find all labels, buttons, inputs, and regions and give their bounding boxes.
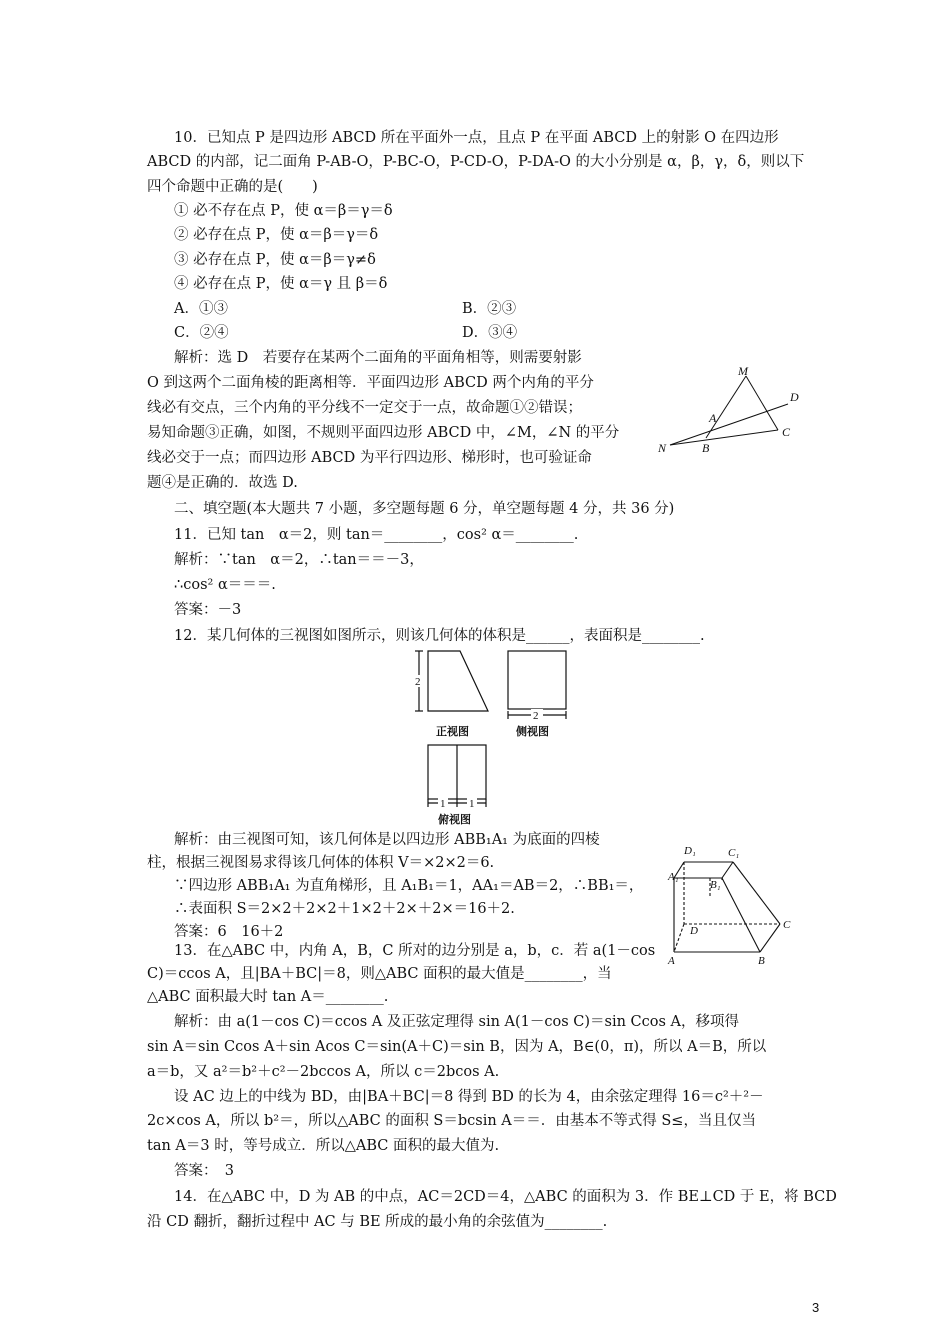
- top-dim-value-a: 1: [440, 798, 446, 810]
- q10-line1: 10．已知点 P 是四边形 ABCD 所在平面外一点，且点 P 在平面 ABCD 上的射影 O 在四边形: [174, 130, 779, 146]
- label-C1: C₁: [728, 847, 740, 859]
- q13-solution-line3: a＝b，又 a²＝b²＋c²－2bccos A，所以 c＝2bcos A.: [147, 1064, 500, 1080]
- side-view-label: 侧视图: [516, 726, 549, 738]
- q10-solution-line1: 解析：选 D 若要存在某两个二面角的平面角相等，则需要射影: [174, 350, 582, 366]
- q10-solution-line2: O 到这两个二面角棱的距离相等．平面四边形 ABCD 两个内角的平分: [147, 375, 594, 391]
- q13-solution-line1: 解析：由 a(1－cos C)＝ccos A 及正弦定理得 sin A(1－cos C)＝sin Ccos A，移项得: [174, 1014, 740, 1030]
- q13-solution-line2: sin A＝sin Ccos A＋sin Acos C＝sin(A＋C)＝sin B，因为 A，B∈(0，π)，所以 A＝B，所以: [147, 1039, 767, 1055]
- q10-line3: 四个命题中正确的是( ): [147, 179, 318, 195]
- three-view-figure: [410, 645, 580, 825]
- label-A: A: [709, 411, 717, 425]
- q11-answer: 答案：－3: [174, 602, 242, 618]
- label-C: C: [783, 919, 791, 931]
- q12-line1: 12．某几何体的三视图如图所示，则该几何体的体积是______，表面积是________.: [174, 628, 705, 644]
- q12-solution-line4: ∴表面积 S＝2×2＋2×2＋1×2＋2×＋2×＝16＋2.: [174, 901, 515, 917]
- q10-choice-a: A．①③: [174, 301, 228, 317]
- q13-line3: △ABC 面积最大时 tan A＝________.: [147, 989, 389, 1005]
- q10-line2: ABCD 的内部，记二面角 P-AB-O，P-BC-O，P-CD-O，P-DA-O 的大小分别是 α，β，γ，δ，则以下: [147, 154, 805, 170]
- line-N-C: [670, 430, 778, 445]
- section-heading: 二、填空题(本大题共 7 小题，多空题每题 6 分，单空题每题 4 分，共 36 分): [174, 501, 675, 517]
- q13-line1: 13．在△ABC 中，内角 A，B，C 所对的边分别是 a，b，c．若 a(1－cos: [174, 943, 656, 959]
- q10-choice-d: D．③④: [462, 325, 518, 341]
- q14-line1: 14．在△ABC 中，D 为 AB 的中点，AC＝2CD＝4，△ABC 的面积为 3．作 BE⊥CD 于 E，将 BCD: [174, 1189, 837, 1205]
- label-D1: D₁: [684, 845, 696, 857]
- page-number: 3: [812, 1300, 820, 1315]
- q11-line1: 11．已知 tan α＝2，则 tan＝________，cos² α＝________.: [174, 527, 579, 543]
- q11-line3: ∴cos² α＝＝＝.: [174, 577, 276, 593]
- line-M-B: [706, 376, 746, 438]
- label-B: B: [702, 441, 710, 455]
- q12-solution-line2: 柱，根据三视图易求得该几何体的体积 V＝×2×2＝6.: [147, 855, 495, 871]
- q12-solution-line1: 解析：由三视图可知，该几何体是以四边形 ABB₁A₁ 为底面的四棱: [174, 832, 600, 848]
- label-C: C: [782, 425, 791, 439]
- q12-answer: 答案：6 16＋2: [174, 924, 284, 940]
- q10-option-3: ③ 必存在点 P，使 α＝β＝γ≠δ: [174, 252, 376, 268]
- q10-solution-line4: 易知命题③正确，如图，不规则平面四边形 ABCD 中，∠M，∠N 的平分: [147, 425, 620, 441]
- line-N-D: [670, 404, 788, 445]
- q10-choice-b: B．②③: [462, 301, 517, 317]
- q13-solution-line5: 2c×cos A，所以 b²＝，所以△ABC 的面积 S＝bcsin A＝＝．由基本不等式得 S≤，当且仅当: [147, 1113, 756, 1129]
- label-B1: B₁: [710, 879, 721, 891]
- q11-line2: 解析：∵tan α＝2，∴tan＝＝－3，: [174, 552, 424, 568]
- q10-option-2: ② 必存在点 P，使 α＝β＝γ＝δ: [174, 227, 379, 243]
- q10-solution-line3: 线必有交点，三个内角的平分线不一定交于一点，故命题①②错误；: [147, 400, 582, 416]
- label-D: D: [690, 925, 698, 937]
- front-dim-value: 2: [415, 676, 421, 688]
- line-M-C: [746, 376, 778, 430]
- q13-line2: C)＝ccos A，且|BA＋BC|＝8，则△ABC 面积的最大值是________，当: [147, 966, 612, 982]
- label-N: N: [658, 441, 667, 455]
- label-A: A: [668, 955, 675, 967]
- q14-line2: 沿 CD 翻折，翻折过程中 AC 与 BE 所成的最小角的余弦值为________.: [147, 1214, 608, 1230]
- front-view-label: 正视图: [436, 726, 469, 738]
- q10-option-4: ④ 必存在点 P，使 α＝γ 且 β＝δ: [174, 276, 388, 292]
- prism-figure: [668, 840, 798, 970]
- front-view-shape: [428, 651, 488, 711]
- q10-solution-line5: 线必交于一点；而四边形 ABCD 为平行四边形、梯形时，也可验证命: [147, 450, 592, 466]
- label-B: B: [758, 955, 765, 967]
- q10-option-1: ① 必不存在点 P，使 α＝β＝γ＝δ: [174, 203, 393, 219]
- label-M: M: [738, 364, 748, 378]
- q13-solution-line4: 设 AC 边上的中线为 BD，由|BA＋BC|＝8 得到 BD 的长为 4，由余弦定理得 16＝c²＋²－: [174, 1089, 764, 1105]
- top-view-label: 俯视图: [438, 814, 471, 826]
- q10-quadrilateral-figure: [658, 360, 808, 455]
- top-dim-value-b: 1: [469, 798, 475, 810]
- label-D: D: [790, 390, 799, 404]
- q13-solution-line6: tan A＝3 时，等号成立．所以△ABC 面积的最大值为.: [147, 1138, 500, 1154]
- label-A1: A₁: [668, 871, 679, 883]
- q10-solution-line6: 题④是正确的．故选 D.: [147, 475, 298, 491]
- side-view-shape: [508, 651, 566, 709]
- q13-answer: 答案： 3: [174, 1163, 234, 1179]
- q10-choice-c: C．②④: [174, 325, 229, 341]
- side-dim-value: 2: [533, 710, 539, 722]
- q12-solution-line3: ∵四边形 ABB₁A₁ 为直角梯形，且 A₁B₁＝1，AA₁＝AB＝2，∴BB₁＝，: [174, 878, 644, 894]
